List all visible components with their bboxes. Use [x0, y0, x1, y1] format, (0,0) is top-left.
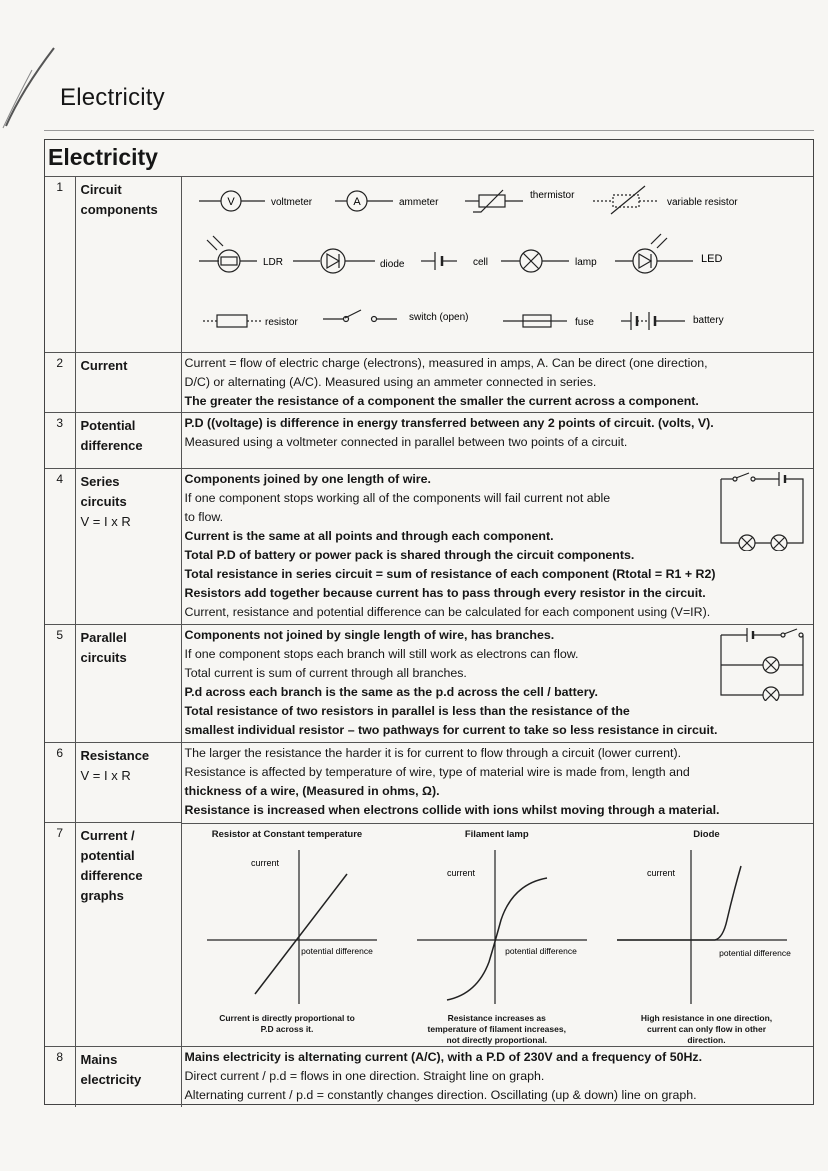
thermistor-symbol	[465, 190, 523, 212]
topic-label: Potential	[80, 418, 136, 433]
lamp-label: lamp	[574, 257, 597, 268]
x-axis-label	[301, 946, 373, 956]
resistor-label: resistor	[264, 317, 298, 328]
topic-cell	[75, 177, 181, 353]
sheet-title: Electricity	[48, 144, 158, 170]
ldr-symbol	[199, 236, 257, 272]
topics-table	[45, 176, 813, 1107]
content-cell	[181, 743, 813, 823]
diode-graph	[604, 825, 809, 1046]
voltmeter-label: voltmeter	[270, 197, 312, 208]
topic-cell	[75, 1047, 181, 1107]
topic-label: Parallel	[80, 630, 127, 645]
topic-label: Resistance	[80, 748, 150, 763]
table-row	[45, 743, 813, 823]
topic-formula: V = I x R	[80, 514, 131, 529]
content-line: Components joined by one length of wire.	[184, 472, 431, 486]
page-corner-mark	[2, 40, 62, 130]
led-symbol	[615, 234, 693, 273]
graph-caption: High resistance in one direction,	[640, 1012, 773, 1023]
graph-caption: temperature of filament increases,	[427, 1023, 566, 1034]
content-line: The greater the resistance of a component the smaller the current across a component.	[184, 394, 699, 408]
content-line: Resistance is increased when electrons collide with ions whilst moving through a material.	[184, 803, 720, 817]
content-line: Measured using a voltmeter connected in parallel between two points of a circuit.	[184, 435, 628, 449]
row-number: 2	[45, 353, 75, 413]
content-line: to flow.	[184, 510, 224, 524]
topic-cell	[75, 413, 181, 469]
resistor-iv-plot	[187, 844, 387, 1004]
content-line: Current, resistance and potential difference can be calculated for each component using (V=IR).	[184, 605, 711, 619]
filament-lamp-iv-plot	[397, 844, 597, 1004]
table-row	[45, 469, 813, 625]
ammeter-label: ammeter	[398, 197, 438, 208]
series-circuit-diagram	[717, 471, 807, 551]
content-line: Total resistance in series circuit = sum of resistance of each component (Rtotal = R1 + R2)	[184, 567, 716, 581]
content-cell	[181, 353, 813, 413]
graph-caption: Resistance increases as	[447, 1012, 546, 1023]
topic-label: graphs	[80, 888, 124, 903]
page-title: Electricity	[60, 84, 165, 111]
graph-title: Diode	[693, 828, 720, 840]
table-row	[45, 353, 813, 413]
topic-label: Current /	[80, 828, 135, 843]
topic-cell	[75, 469, 181, 625]
diode-iv-plot	[607, 844, 807, 1004]
cell-symbol	[421, 252, 457, 270]
graph-caption: not directly proportional.	[446, 1034, 548, 1045]
variable-resistor-symbol	[593, 186, 657, 214]
header-rule	[44, 130, 814, 131]
circuit-symbols-cell	[181, 177, 813, 353]
x-axis-label-text: potential difference	[718, 947, 791, 958]
content-line: P.D ((voltage) is difference in energy transferred between any 2 points of circuit. (volts, V).	[184, 416, 714, 430]
content-line: Total P.D of battery or power pack is shared through the circuit components.	[184, 548, 635, 562]
topic-cell	[75, 625, 181, 743]
content-line: Resistance is affected by temperature of wire, type of material wire is made from, length and	[184, 765, 690, 779]
x-axis-label-text: potential difference	[301, 945, 373, 956]
ammeter-symbol	[335, 191, 393, 211]
y-axis-label: current	[250, 857, 280, 868]
content-cell	[181, 625, 813, 743]
graph-caption: P.D across it.	[260, 1023, 314, 1034]
topic-label: Current	[80, 358, 128, 373]
content-line: thickness of a wire, (Measured in ohms, Ω).	[184, 784, 440, 798]
topic-label: electricity	[80, 1072, 142, 1087]
content-line: Mains electricity is alternating current (A/C), with a P.D of 230V and a frequency of 50Hz.	[184, 1050, 703, 1064]
content-line: If one component stops working all of the components will fail current not able	[184, 491, 611, 505]
iv-graphs-cell	[182, 823, 814, 1046]
row-number: 5	[45, 625, 75, 743]
fuse-label: fuse	[574, 317, 594, 328]
x-axis-label-text: potential difference	[504, 945, 577, 956]
content-line: Resistors add together because current has to pass through every resistor in the circuit.	[184, 586, 706, 600]
content-line: Total resistance of two resistors in parallel is less than the resistance of the	[184, 704, 630, 718]
battery-label: battery	[692, 315, 724, 326]
diode-symbol	[293, 249, 375, 273]
row-number: 4	[45, 469, 75, 625]
topic-label: Series	[80, 474, 120, 489]
table-row	[45, 1047, 813, 1107]
topic-label: components	[80, 202, 158, 217]
topic-label: circuits	[80, 494, 127, 509]
y-axis-label: current	[646, 867, 675, 878]
fuse-symbol	[503, 315, 567, 327]
knowledge-organiser-sheet	[44, 139, 814, 1105]
content-line: Alternating current / p.d = constantly changes direction. Oscillating (up & down) line on graph.	[184, 1088, 697, 1102]
switch-open-label: switch (open)	[408, 312, 468, 323]
topic-label: difference	[80, 438, 143, 453]
table-row	[45, 177, 813, 353]
cell-label: cell	[472, 257, 488, 268]
variable-resistor-label: variable resistor	[666, 197, 738, 208]
topic-label: difference	[80, 868, 143, 883]
graph-caption: direction.	[687, 1034, 726, 1045]
content-line: Current = flow of electric charge (electrons), measured in amps, A. Can be direct (one direction,	[184, 356, 708, 370]
ammeter-letter: A	[352, 196, 361, 208]
x-axis-label	[719, 948, 791, 958]
graph-title: Resistor at Constant temperature	[211, 828, 363, 840]
content-line: The larger the resistance the harder it is for current to flow through a circuit (lower current).	[184, 746, 682, 760]
table-row	[45, 625, 813, 743]
topic-formula: V = I x R	[80, 768, 131, 783]
graph-caption: Current is directly proportional to	[219, 1012, 355, 1023]
topic-cell	[75, 823, 181, 1047]
resistor-graph	[185, 825, 390, 1046]
ldr-label: LDR	[262, 257, 283, 268]
voltmeter-letter: V	[226, 196, 235, 208]
resistor-symbol	[203, 315, 261, 327]
topic-label: circuits	[80, 650, 127, 665]
graph-title: Filament lamp	[464, 828, 529, 840]
content-cell	[181, 1047, 813, 1107]
graph-caption: current can only flow in other	[646, 1023, 766, 1034]
lamp-symbol	[501, 250, 569, 272]
content-line: Total current is sum of current through all branches.	[184, 666, 467, 680]
table-row	[45, 413, 813, 469]
topic-label: potential	[80, 848, 135, 863]
content-cell	[181, 469, 813, 625]
battery-symbol	[621, 312, 685, 330]
row-number: 8	[45, 1047, 75, 1107]
row-number: 1	[45, 177, 75, 353]
table-row	[45, 823, 813, 1047]
content-line: smallest individual resistor – two pathways for current to take so less resistance in circuit.	[184, 723, 718, 737]
y-axis-label: current	[446, 867, 475, 878]
x-axis-label	[505, 946, 577, 956]
parallel-circuit-diagram	[717, 627, 807, 701]
thermistor-label: thermistor	[529, 190, 574, 201]
led-label: LED	[700, 253, 722, 265]
diode-label: diode	[379, 259, 404, 270]
row-number: 7	[45, 823, 75, 1047]
content-line: If one component stops each branch will still work as electrons can flow.	[184, 647, 579, 661]
circuit-symbols	[185, 178, 815, 352]
switch-open-symbol	[323, 310, 397, 322]
filament-lamp-graph	[394, 825, 599, 1046]
content-line: D/C) or alternating (A/C). Measured using an ammeter connected in series.	[184, 375, 597, 389]
topic-label: Mains	[80, 1052, 118, 1067]
content-line: Components not joined by single length of wire, has branches.	[184, 628, 555, 642]
topic-cell	[75, 743, 181, 823]
content-line: Current is the same at all points and through each component.	[184, 529, 554, 543]
content-line: P.d across each branch is the same as the p.d across the cell / battery.	[184, 685, 598, 699]
content-line: Direct current / p.d = flows in one direction. Straight line on graph.	[184, 1069, 545, 1083]
topic-cell	[75, 353, 181, 413]
content-cell	[181, 413, 813, 469]
topic-label: Circuit	[80, 182, 122, 197]
row-number: 3	[45, 413, 75, 469]
row-number: 6	[45, 743, 75, 823]
